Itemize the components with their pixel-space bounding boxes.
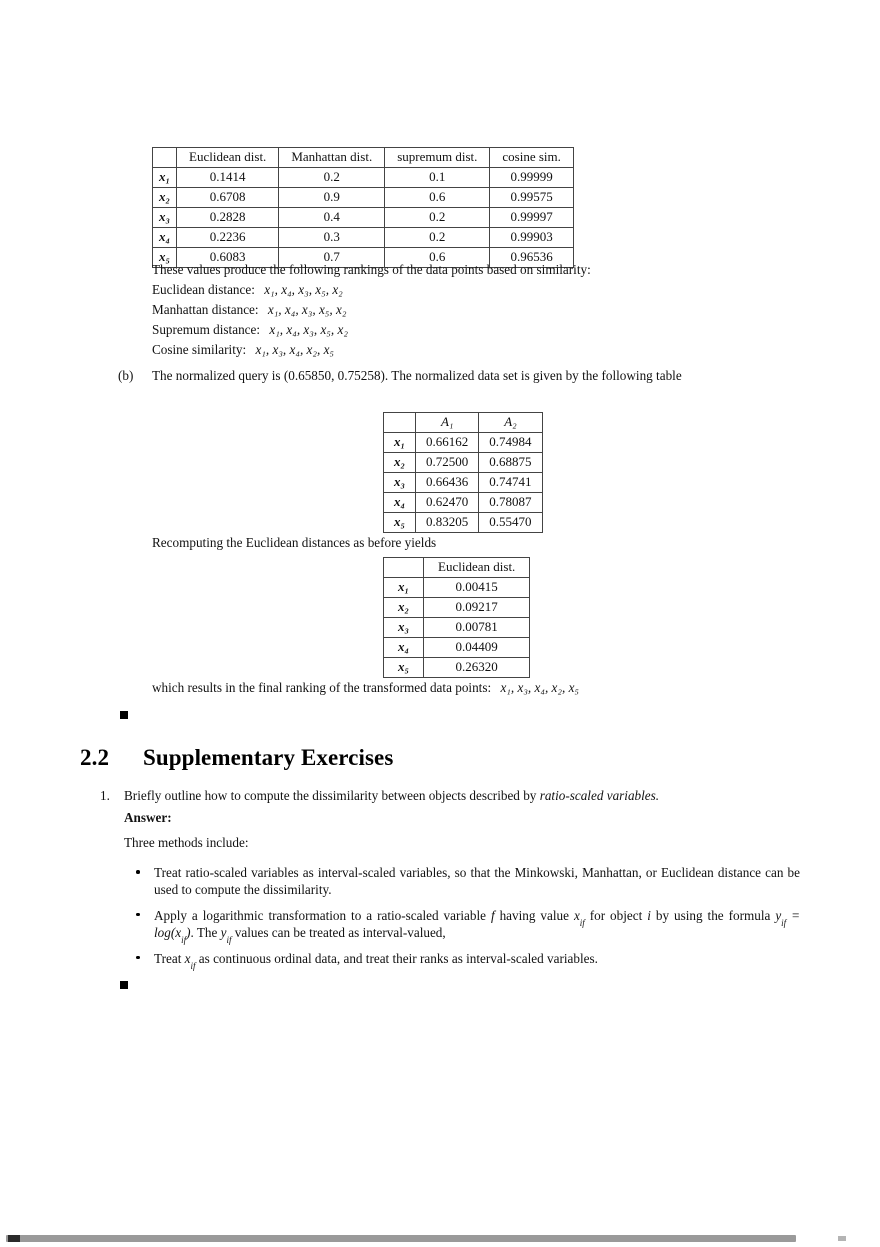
column-header-supremum: supremum dist. [385,148,490,168]
ranking-euclidean-line [152,283,343,296]
math-xif: $x_{if}$ [184,950,196,971]
table-row [384,473,543,493]
cell-x5-a1: 0.83205 [416,513,479,533]
cell-x3-euclidean: 0.2828 [177,208,279,228]
list-item [130,864,800,899]
qed-square-icon [120,711,128,719]
table-row [384,433,543,453]
cell-x4-euclidean: 0.04409 [424,638,530,658]
list-item-text: Treat $x_{if}$ as continuous ordinal data, and treat their ranks as interval-scaled variables. [154,950,598,971]
similarity-measures-table-wrapper [152,147,574,268]
table-row [384,598,530,618]
rankings-intro-text: These values produce the following rankings of the data points based on similarity: [152,262,591,277]
cell-x3-a1: 0.66436 [416,473,479,493]
table-row [384,453,543,473]
answer-intro-text: Three methods include: [124,835,249,850]
table-header-row [384,413,543,433]
section-number: 2.2 [80,745,110,770]
bullet-dot-icon [136,870,140,874]
cell-x5-euclidean: 0.26320 [424,658,530,678]
part-b-text: The normalized query is (0.65850, 0.75258). The normalized data set is given by the following table [152,368,682,383]
table-row [384,638,530,658]
ranking-euclidean-label: Euclidean distance: [152,282,255,297]
row-label-x4: x₄ [153,228,177,248]
row-label-x2: x₂ [153,188,177,208]
ranking-cosine-value: x₁, x₃, x₄, x₂, x₅ [255,342,335,357]
row-label-x1: x₁ [384,578,424,598]
ranking-supremum-line [152,323,348,336]
exercise-question-emphasis: ratio-scaled variables. [539,788,660,803]
horizontal-scrollbar-thumb[interactable] [6,1235,796,1242]
list-item-text: Treat ratio-scaled variables as interval-scaled variables, so that the Minkowski, Manhattan, or Euclidean distance can be used to compute the dissimilarity. [154,865,800,898]
cell-x3-a2: 0.74741 [479,473,542,493]
cell-x4-a1: 0.62470 [416,493,479,513]
ranking-cosine-label: Cosine similarity: [152,342,247,357]
cell-x1-a2: 0.74984 [479,433,542,453]
column-header-euclidean: Euclidean dist. [424,558,530,578]
row-label-x5: x₅ [153,248,177,268]
row-label-x4: x₄ [384,638,424,658]
cell-x4-cosine: 0.99903 [490,228,574,248]
column-header-a1: A₁ [416,413,479,433]
recomputed-euclidean-table [383,557,530,678]
cell-x5-manhattan: 0.7 [279,248,385,268]
qed-square-icon [120,981,128,989]
cell-x3-euclidean: 0.00781 [424,618,530,638]
normalized-dataset-table-wrapper [383,412,543,533]
exercise-item [100,789,800,802]
cell-x1-a1: 0.66162 [416,433,479,453]
cell-x5-euclidean: 0.6083 [177,248,279,268]
exercise-question [124,788,659,803]
recompute-text: Recomputing the Euclidean distances as before yields [152,535,437,550]
math-i: i [647,907,651,923]
final-ranking-text: which results in the final ranking of the transformed data points: [152,680,492,695]
cell-x4-euclidean: 0.2236 [177,228,279,248]
math-xif: $x_{if}$ [573,907,585,928]
cell-x5-cosine: 0.96536 [490,248,574,268]
row-label-x3: x₃ [384,618,424,638]
cell-x3-supremum: 0.2 [385,208,490,228]
table-row [153,188,574,208]
final-ranking-line [152,681,792,694]
answer-label: Answer: [124,810,172,825]
cell-x2-manhattan: 0.9 [279,188,385,208]
math-f: f [490,907,495,923]
cell-x2-supremum: 0.6 [385,188,490,208]
table-row [153,208,574,228]
cell-x1-euclidean: 0.00415 [424,578,530,598]
table-row [153,228,574,248]
scrollbar-end-marker[interactable] [838,1236,846,1241]
column-header-euclidean: Euclidean dist. [177,148,279,168]
table-header-row [384,558,530,578]
ranking-manhattan-label: Manhattan distance: [152,302,259,317]
part-b-marker: (b) [118,368,134,383]
column-header-cosine: cosine sim. [490,148,574,168]
normalized-dataset-table [383,412,543,533]
cell-x1-supremum: 0.1 [385,168,490,188]
table-corner-cell [384,558,424,578]
table-row [384,493,543,513]
row-label-x1: x₁ [153,168,177,188]
list-item [130,907,801,946]
cell-x1-cosine: 0.99999 [490,168,574,188]
ranking-manhattan-value: x₁, x₄, x₃, x₅, x₂ [267,302,347,317]
cell-x4-a2: 0.78087 [479,493,542,513]
list-item [130,950,800,971]
table-row [384,513,543,533]
ranking-euclidean-value: x₁, x₄, x₃, x₅, x₂ [264,282,343,297]
cell-x2-euclidean: 0.6708 [177,188,279,208]
cell-x1-euclidean: 0.1414 [177,168,279,188]
cell-x5-a2: 0.55470 [479,513,542,533]
cell-x2-cosine: 0.99575 [490,188,574,208]
row-label-x3: x₃ [384,473,416,493]
cell-x4-supremum: 0.2 [385,228,490,248]
ranking-supremum-label: Supremum distance: [152,322,261,337]
row-label-x5: x₅ [384,658,424,678]
similarity-measures-table [152,147,574,268]
column-header-a2: A₂ [479,413,542,433]
cell-x4-manhattan: 0.3 [279,228,385,248]
ranking-supremum-value: x₁, x₄, x₃, x₅, x₂ [269,322,348,337]
table-corner-cell [384,413,416,433]
exercise-number: 1. [100,788,110,803]
cell-x3-cosine: 0.99997 [490,208,574,228]
answer-bullet-list [130,864,800,975]
column-header-manhattan: Manhattan dist. [279,148,385,168]
section-heading [80,745,393,771]
bullet-dot-icon [136,956,140,960]
ranking-manhattan-line [152,303,346,316]
ranking-cosine-line [152,343,334,356]
recomputed-euclidean-table-wrapper [383,557,530,678]
row-label-x4: x₄ [384,493,416,513]
row-label-x2: x₂ [384,453,416,473]
cell-x2-a2: 0.68875 [479,453,542,473]
row-label-x3: x₃ [153,208,177,228]
table-row [384,578,530,598]
bullet-dot-icon [136,913,140,917]
table-row [153,168,574,188]
math-yif: $y_{if}$ [220,925,232,946]
exercise-question-plain: Briefly outline how to compute the dissimilarity between objects described by [124,788,540,803]
list-item-text: Apply a logarithmic transformation to a ratio-scaled variable f having value $x_{if}$ for object i by using the formula $y_{if} = \log(x_{if})$. The $y_{if}$ values can be treated as interval-valued, [154,907,801,946]
final-ranking-value: x₁, x₃, x₄, x₂, x₅ [500,680,580,695]
row-label-x1: x₁ [384,433,416,453]
row-label-x5: x₅ [384,513,416,533]
math-formula-yif: $y_{if} = \log(x_{if})$ [154,907,801,946]
cell-x2-a1: 0.72500 [416,453,479,473]
cell-x3-manhattan: 0.4 [279,208,385,228]
scrollbar-left-cap[interactable] [8,1235,20,1242]
cell-x2-euclidean: 0.09217 [424,598,530,618]
page-title: Supplementary Exercises [143,745,394,770]
table-row [384,618,530,638]
cell-x1-manhattan: 0.2 [279,168,385,188]
cell-x5-supremum: 0.6 [385,248,490,268]
table-header-row [153,148,574,168]
row-label-x2: x₂ [384,598,424,618]
table-corner-cell [153,148,177,168]
table-row [384,658,530,678]
part-b-paragraph [118,369,783,382]
